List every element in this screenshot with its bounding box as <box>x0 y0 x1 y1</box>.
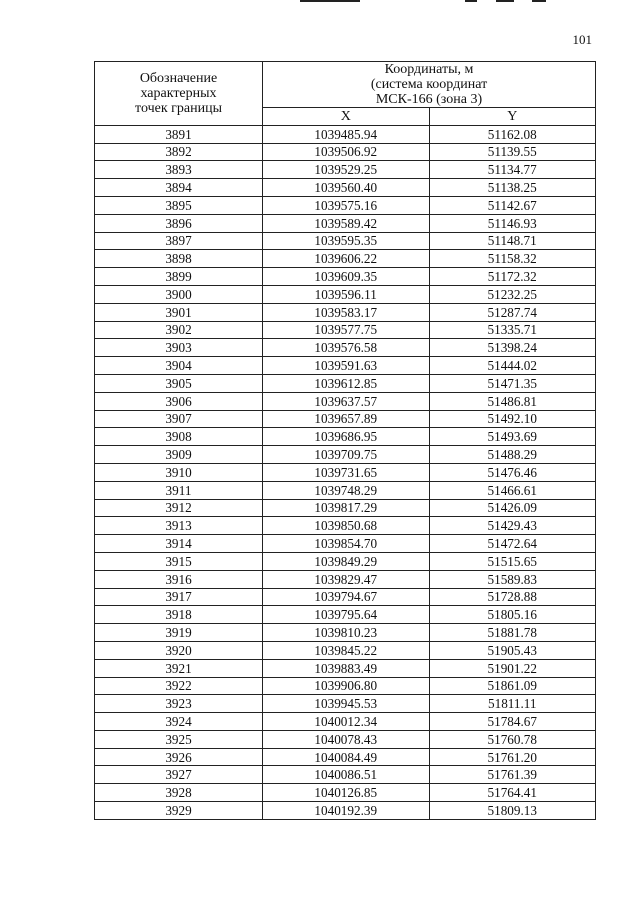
x-coordinate-cell: 1039609.35 <box>263 268 430 286</box>
point-id-cell: 3903 <box>95 339 263 357</box>
point-id-cell: 3894 <box>95 179 263 197</box>
x-coordinate-cell: 1039850.68 <box>263 517 430 535</box>
table-row <box>95 481 596 499</box>
y-coordinate-cell: 51589.83 <box>429 570 596 588</box>
y-coordinate-cell: 51172.32 <box>429 268 596 286</box>
header-coordinates: Координаты, м (система координат МСК-166 (зона 3) <box>263 62 596 108</box>
y-coordinate-cell: 51232.25 <box>429 285 596 303</box>
page-number: 101 <box>572 32 592 47</box>
y-coordinate-cell: 51761.20 <box>429 748 596 766</box>
point-id-cell: 3901 <box>95 303 263 321</box>
x-coordinate-cell: 1040012.34 <box>263 713 430 731</box>
table-row <box>95 374 596 392</box>
x-coordinate-cell: 1039485.94 <box>263 125 430 143</box>
table-header-row <box>95 62 596 108</box>
point-id-cell: 3893 <box>95 161 263 179</box>
x-coordinate-cell: 1039589.42 <box>263 214 430 232</box>
table-row <box>95 659 596 677</box>
point-id-cell: 3929 <box>95 802 263 820</box>
point-id-cell: 3904 <box>95 357 263 375</box>
point-id-cell: 3914 <box>95 535 263 553</box>
point-id-cell: 3910 <box>95 463 263 481</box>
x-coordinate-cell: 1039657.89 <box>263 410 430 428</box>
point-id-cell: 3902 <box>95 321 263 339</box>
table-body <box>95 125 596 819</box>
table-row <box>95 570 596 588</box>
x-coordinate-cell: 1039794.67 <box>263 588 430 606</box>
y-coordinate-cell: 51139.55 <box>429 143 596 161</box>
x-coordinate-cell: 1039845.22 <box>263 641 430 659</box>
point-id-cell: 3912 <box>95 499 263 517</box>
x-coordinate-cell: 1039575.16 <box>263 196 430 214</box>
y-coordinate-cell: 51784.67 <box>429 713 596 731</box>
point-id-cell: 3916 <box>95 570 263 588</box>
x-coordinate-cell: 1039810.23 <box>263 624 430 642</box>
y-coordinate-cell: 51764.41 <box>429 784 596 802</box>
y-coordinate-cell: 51287.74 <box>429 303 596 321</box>
point-id-cell: 3896 <box>95 214 263 232</box>
x-coordinate-cell: 1039854.70 <box>263 535 430 553</box>
point-id-cell: 3905 <box>95 374 263 392</box>
y-coordinate-cell: 51472.64 <box>429 535 596 553</box>
table-row <box>95 713 596 731</box>
table-row <box>95 784 596 802</box>
point-id-cell: 3892 <box>95 143 263 161</box>
point-id-cell: 3909 <box>95 446 263 464</box>
x-coordinate-cell: 1039709.75 <box>263 446 430 464</box>
point-id-cell: 3921 <box>95 659 263 677</box>
y-coordinate-cell: 51476.46 <box>429 463 596 481</box>
y-coordinate-cell: 51148.71 <box>429 232 596 250</box>
y-coordinate-cell: 51728.88 <box>429 588 596 606</box>
point-id-cell: 3919 <box>95 624 263 642</box>
x-coordinate-cell: 1039731.65 <box>263 463 430 481</box>
table-row <box>95 499 596 517</box>
y-coordinate-cell: 51811.11 <box>429 695 596 713</box>
x-coordinate-cell: 1039906.80 <box>263 677 430 695</box>
y-coordinate-cell: 51493.69 <box>429 428 596 446</box>
scan-artifact-lines <box>300 0 550 3</box>
x-coordinate-cell: 1039576.58 <box>263 339 430 357</box>
x-coordinate-cell: 1039686.95 <box>263 428 430 446</box>
y-coordinate-cell: 51398.24 <box>429 339 596 357</box>
x-coordinate-cell: 1039795.64 <box>263 606 430 624</box>
x-coordinate-cell: 1040084.49 <box>263 748 430 766</box>
table-row <box>95 730 596 748</box>
point-id-cell: 3918 <box>95 606 263 624</box>
point-id-cell: 3928 <box>95 784 263 802</box>
table-row <box>95 748 596 766</box>
y-coordinate-cell: 51881.78 <box>429 624 596 642</box>
table-row <box>95 446 596 464</box>
table-row <box>95 357 596 375</box>
y-coordinate-cell: 51146.93 <box>429 214 596 232</box>
table-row <box>95 606 596 624</box>
x-coordinate-cell: 1039506.92 <box>263 143 430 161</box>
y-coordinate-cell: 51426.09 <box>429 499 596 517</box>
x-coordinate-cell: 1039595.35 <box>263 232 430 250</box>
point-id-cell: 3900 <box>95 285 263 303</box>
y-coordinate-cell: 51142.67 <box>429 196 596 214</box>
y-coordinate-cell: 51466.61 <box>429 481 596 499</box>
x-coordinate-cell: 1039612.85 <box>263 374 430 392</box>
y-coordinate-cell: 51471.35 <box>429 374 596 392</box>
table-row <box>95 428 596 446</box>
table-row <box>95 143 596 161</box>
x-coordinate-cell: 1039829.47 <box>263 570 430 588</box>
coordinates-table <box>94 61 596 820</box>
y-coordinate-cell: 51429.43 <box>429 517 596 535</box>
point-id-cell: 3915 <box>95 552 263 570</box>
x-coordinate-cell: 1039606.22 <box>263 250 430 268</box>
x-coordinate-cell: 1040078.43 <box>263 730 430 748</box>
y-coordinate-cell: 51760.78 <box>429 730 596 748</box>
table-row <box>95 695 596 713</box>
y-coordinate-cell: 51761.39 <box>429 766 596 784</box>
x-coordinate-cell: 1039529.25 <box>263 161 430 179</box>
point-id-cell: 3908 <box>95 428 263 446</box>
x-coordinate-cell: 1039817.29 <box>263 499 430 517</box>
y-coordinate-cell: 51444.02 <box>429 357 596 375</box>
x-coordinate-cell: 1039945.53 <box>263 695 430 713</box>
table-row <box>95 268 596 286</box>
table-row <box>95 339 596 357</box>
table-row <box>95 303 596 321</box>
y-coordinate-cell: 51905.43 <box>429 641 596 659</box>
point-id-cell: 3897 <box>95 232 263 250</box>
table-row <box>95 766 596 784</box>
point-id-cell: 3899 <box>95 268 263 286</box>
x-coordinate-cell: 1040192.39 <box>263 802 430 820</box>
table-row <box>95 517 596 535</box>
point-id-cell: 3906 <box>95 392 263 410</box>
x-coordinate-cell: 1039748.29 <box>263 481 430 499</box>
y-coordinate-cell: 51138.25 <box>429 179 596 197</box>
y-coordinate-cell: 51515.65 <box>429 552 596 570</box>
point-id-cell: 3917 <box>95 588 263 606</box>
table-row <box>95 214 596 232</box>
y-coordinate-cell: 51809.13 <box>429 802 596 820</box>
x-coordinate-cell: 1039596.11 <box>263 285 430 303</box>
point-id-cell: 3926 <box>95 748 263 766</box>
y-coordinate-cell: 51901.22 <box>429 659 596 677</box>
x-coordinate-cell: 1040086.51 <box>263 766 430 784</box>
table-row <box>95 588 596 606</box>
point-id-cell: 3923 <box>95 695 263 713</box>
point-id-cell: 3925 <box>95 730 263 748</box>
y-coordinate-cell: 51162.08 <box>429 125 596 143</box>
x-coordinate-cell: 1040126.85 <box>263 784 430 802</box>
header-x: X <box>263 108 430 126</box>
x-coordinate-cell: 1039577.75 <box>263 321 430 339</box>
table-row <box>95 125 596 143</box>
table-row <box>95 392 596 410</box>
x-coordinate-cell: 1039849.29 <box>263 552 430 570</box>
table-row <box>95 641 596 659</box>
table-row <box>95 677 596 695</box>
header-point-designation: Обозначение характерных точек границы <box>95 62 263 126</box>
point-id-cell: 3913 <box>95 517 263 535</box>
x-coordinate-cell: 1039883.49 <box>263 659 430 677</box>
point-id-cell: 3922 <box>95 677 263 695</box>
table-row <box>95 250 596 268</box>
table-row <box>95 410 596 428</box>
table-row <box>95 196 596 214</box>
y-coordinate-cell: 51861.09 <box>429 677 596 695</box>
point-id-cell: 3911 <box>95 481 263 499</box>
table-row <box>95 624 596 642</box>
table-row <box>95 802 596 820</box>
table-row <box>95 179 596 197</box>
x-coordinate-cell: 1039591.63 <box>263 357 430 375</box>
x-coordinate-cell: 1039560.40 <box>263 179 430 197</box>
table-row <box>95 463 596 481</box>
header-y: Y <box>429 108 596 126</box>
y-coordinate-cell: 51805.16 <box>429 606 596 624</box>
point-id-cell: 3898 <box>95 250 263 268</box>
point-id-cell: 3891 <box>95 125 263 143</box>
table-row <box>95 535 596 553</box>
point-id-cell: 3924 <box>95 713 263 731</box>
point-id-cell: 3927 <box>95 766 263 784</box>
point-id-cell: 3920 <box>95 641 263 659</box>
point-id-cell: 3907 <box>95 410 263 428</box>
table-row <box>95 161 596 179</box>
y-coordinate-cell: 51134.77 <box>429 161 596 179</box>
y-coordinate-cell: 51335.71 <box>429 321 596 339</box>
x-coordinate-cell: 1039583.17 <box>263 303 430 321</box>
table-row <box>95 232 596 250</box>
y-coordinate-cell: 51488.29 <box>429 446 596 464</box>
y-coordinate-cell: 51492.10 <box>429 410 596 428</box>
table-row <box>95 285 596 303</box>
point-id-cell: 3895 <box>95 196 263 214</box>
table-row <box>95 321 596 339</box>
y-coordinate-cell: 51158.32 <box>429 250 596 268</box>
y-coordinate-cell: 51486.81 <box>429 392 596 410</box>
table-row <box>95 552 596 570</box>
x-coordinate-cell: 1039637.57 <box>263 392 430 410</box>
